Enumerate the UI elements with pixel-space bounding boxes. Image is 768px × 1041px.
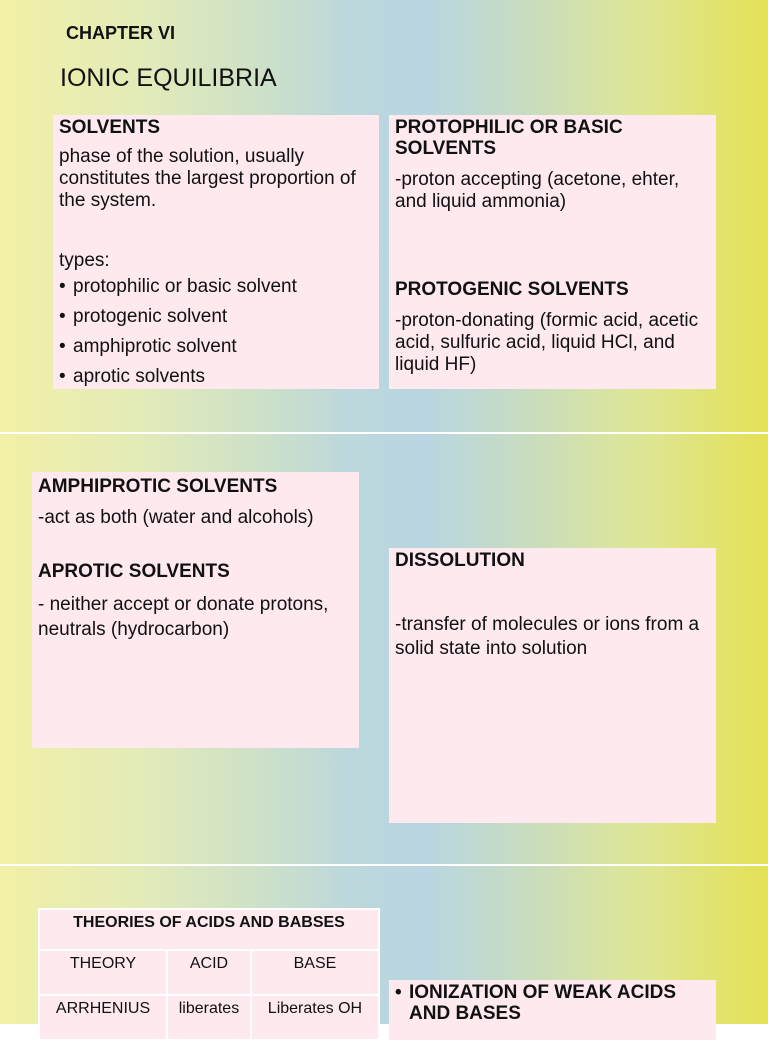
list-item: • protogenic solvent xyxy=(59,302,373,332)
protophilic-box xyxy=(389,115,716,389)
protophilic-text: -proton accepting (acetone, ehter, and liquid ammonia) xyxy=(395,169,680,212)
theories-table xyxy=(38,908,380,1041)
dissolution-box xyxy=(389,548,716,823)
table-header: BASE xyxy=(252,951,378,994)
aprotic-text: - neither accept or donate protons, neutrals (hydrocarbon) xyxy=(38,594,329,640)
page-title: IONIC EQUILIBRIA xyxy=(60,64,277,92)
dissolution-text: -transfer of molecules or ions from a solid state into solution xyxy=(395,614,700,659)
protogenic-heading: PROTOGENIC SOLVENTS xyxy=(395,279,629,300)
list-item: • protophilic or basic solvent xyxy=(59,272,373,302)
protogenic-text: -proton-donating (formic acid, acetic acid, sulfuric acid, liquid HCl, and liquid HF) xyxy=(395,310,699,375)
table-cell: liberates xyxy=(168,996,250,1039)
table-header: THEORY xyxy=(40,951,166,994)
aprotic-heading: APROTIC SOLVENTS xyxy=(38,561,230,582)
table-header-row xyxy=(40,951,378,994)
table-row xyxy=(40,996,378,1039)
solvents-heading: SOLVENTS xyxy=(59,117,160,138)
slide-3 xyxy=(0,866,768,1024)
slide-2 xyxy=(0,434,768,864)
table-title: THEORIES OF ACIDS AND BABSES xyxy=(40,910,378,949)
table-cell: ARRHENIUS xyxy=(40,996,166,1039)
table-header: ACID xyxy=(168,951,250,994)
amphiprotic-box xyxy=(32,472,359,748)
slide-1 xyxy=(0,0,768,432)
types-label: types: xyxy=(59,250,110,271)
list-item: • amphiprotic solvent xyxy=(59,332,373,362)
list-item: • aprotic solvents xyxy=(59,362,373,392)
types-list xyxy=(59,272,373,392)
ionization-heading: • IONIZATION OF WEAK ACIDS AND BASES xyxy=(395,982,710,1024)
ionization-box xyxy=(389,980,716,1040)
table-cell: Liberates OH xyxy=(252,996,378,1039)
chapter-label: CHAPTER VI xyxy=(66,23,176,43)
protophilic-heading: PROTOPHILIC OR BASIC SOLVENTS xyxy=(395,117,623,159)
solvents-box xyxy=(53,115,379,389)
amphiprotic-text: -act as both (water and alcohols) xyxy=(38,507,314,528)
amphiprotic-heading: AMPHIPROTIC SOLVENTS xyxy=(38,476,278,497)
solvents-text: phase of the solution, usually constitutes the largest proportion of the system. xyxy=(59,146,356,211)
dissolution-heading: DISSOLUTION xyxy=(395,550,525,571)
